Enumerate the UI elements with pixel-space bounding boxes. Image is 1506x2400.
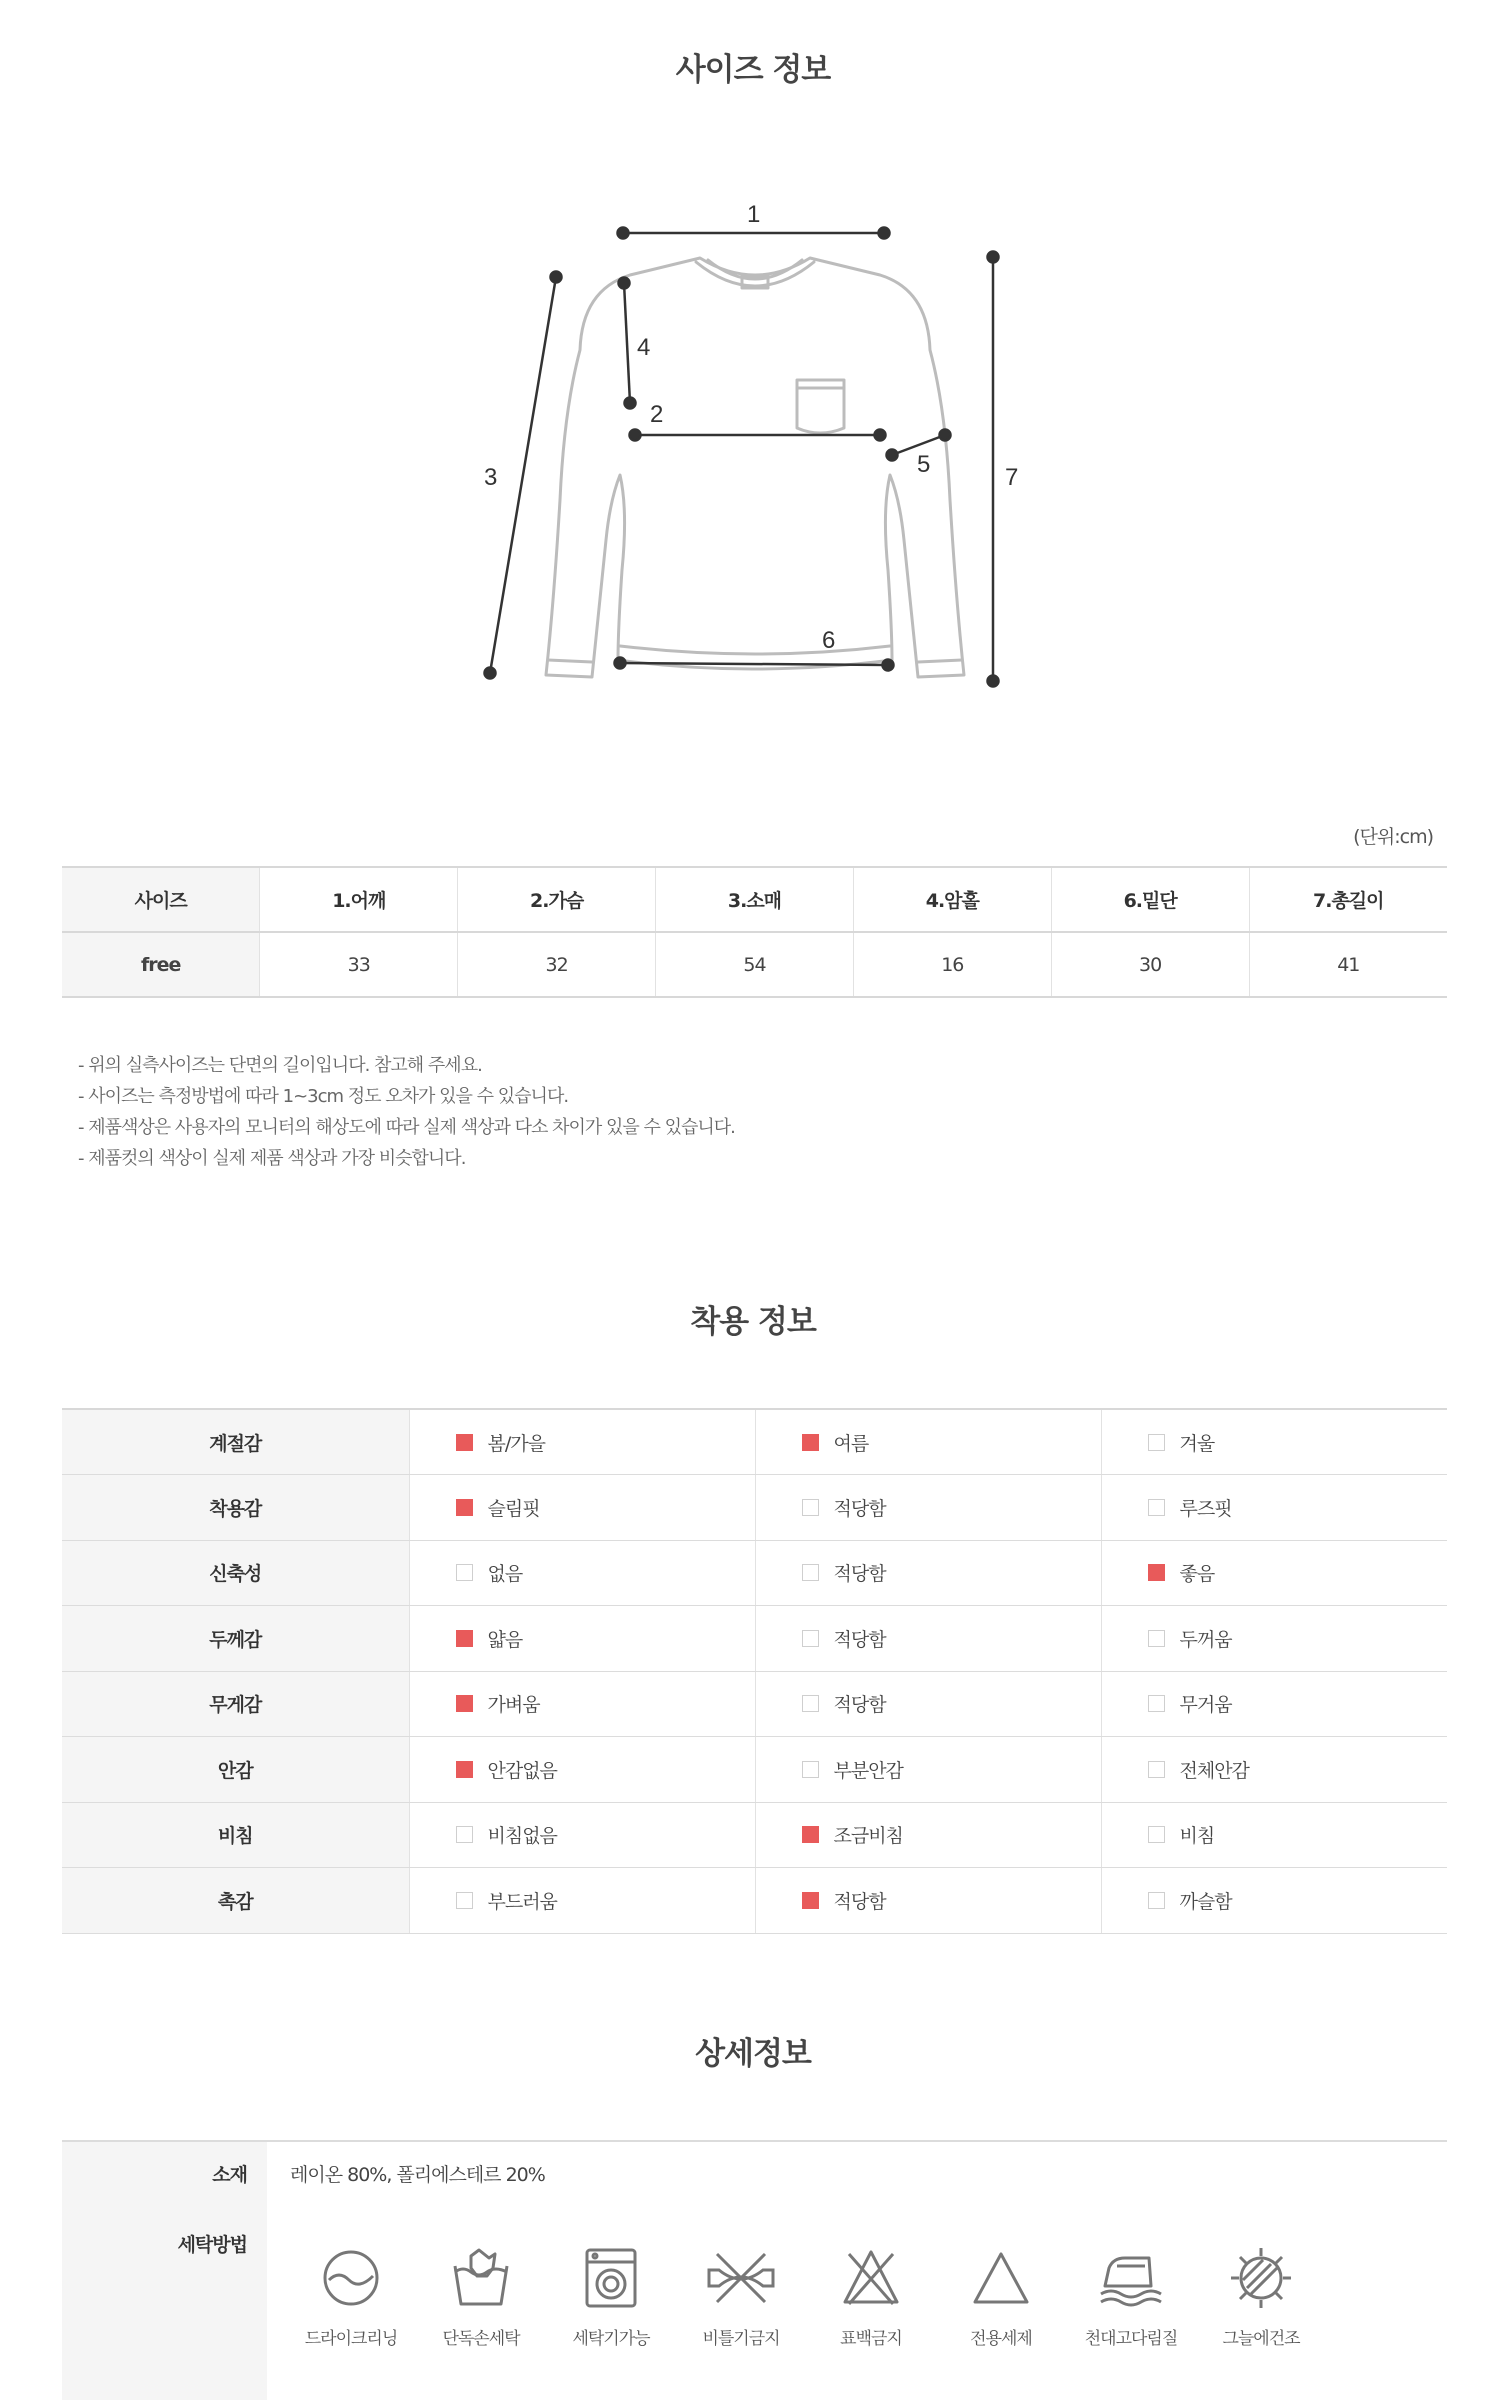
size-value: 32: [458, 932, 656, 997]
table-row: [62, 1475, 1447, 1541]
fit-option-label: 비침없음: [487, 1825, 557, 1848]
fit-option: [755, 1671, 1101, 1737]
unchecked-box-icon: [1148, 1499, 1165, 1516]
unchecked-box-icon: [1148, 1434, 1165, 1451]
fit-option: [755, 1606, 1101, 1672]
fit-option-label: 안감없음: [487, 1759, 557, 1782]
fit-option: [409, 1737, 755, 1803]
diagram-label-2: 2: [650, 401, 664, 428]
fit-option-label: 부분안감: [833, 1759, 903, 1782]
unchecked-box-icon: [1148, 1630, 1165, 1647]
wash-item-machine-wash: [546, 2246, 676, 2349]
wash-item-label: 세탁기가능: [572, 2329, 650, 2349]
fit-option: [1101, 1409, 1447, 1475]
wash-item-label: 단독손세탁: [442, 2329, 520, 2349]
unchecked-box-icon: [456, 1892, 473, 1909]
unchecked-box-icon: [456, 1564, 473, 1581]
checked-box-icon: [1148, 1564, 1165, 1581]
fit-option-label: 봄/가을: [487, 1432, 545, 1455]
table-row: [62, 1802, 1447, 1868]
wash-item-label: 그늘에건조: [1222, 2329, 1300, 2349]
table-row: [62, 1409, 1447, 1475]
fit-table: [62, 1408, 1447, 1934]
checked-box-icon: [456, 1695, 473, 1712]
size-notes: [78, 1050, 735, 1174]
fit-option-label: 좋음: [1179, 1563, 1215, 1586]
diagram-label-3: 3: [484, 464, 498, 491]
material-label: 소재: [212, 2164, 247, 2186]
detail-divider: [62, 2140, 1447, 2142]
size-name: free: [62, 932, 260, 997]
wash-item-no-bleach: [806, 2246, 936, 2349]
unchecked-box-icon: [802, 1695, 819, 1712]
shade-dry-icon: [1229, 2246, 1293, 2310]
diagram-label-1: 1: [747, 201, 761, 228]
fit-option: [409, 1868, 755, 1934]
wash-item-no-wring: [676, 2246, 806, 2349]
fit-option-label: 까슬함: [1179, 1890, 1232, 1913]
note-item: - 제품컷의 색상이 실제 제품 색상과 가장 비슷합니다.: [78, 1148, 466, 1169]
fit-option: [1101, 1671, 1447, 1737]
fit-option-label: 부드러움: [487, 1890, 557, 1913]
fit-option: [755, 1868, 1101, 1934]
fit-option-label: 적당함: [833, 1628, 886, 1651]
size-header-armhole: 4.암홀: [853, 867, 1051, 932]
fit-option: [409, 1475, 755, 1541]
table-row: [62, 1671, 1447, 1737]
table-row: [62, 1606, 1447, 1672]
unit-note: (단위:cm): [1353, 826, 1433, 848]
diagram-label-4: 4: [637, 334, 651, 361]
size-table-header: [62, 867, 1447, 932]
fit-option: [409, 1606, 755, 1672]
fit-option-label: 루즈핏: [1179, 1497, 1232, 1520]
unchecked-box-icon: [456, 1826, 473, 1843]
neutral-detergent-icon: [969, 2246, 1033, 2310]
hand-wash-icon: [449, 2246, 513, 2310]
fit-category: 무게감: [62, 1671, 409, 1737]
fit-option: [755, 1540, 1101, 1606]
no-wring-icon: [705, 2246, 777, 2310]
fit-category: 계절감: [62, 1409, 409, 1475]
fit-option: [409, 1540, 755, 1606]
machine-wash-icon: [579, 2246, 643, 2310]
table-row: [62, 932, 1447, 997]
fit-option-label: 무거움: [1179, 1694, 1232, 1717]
detail-section-title: 상세정보: [695, 2036, 811, 2072]
unchecked-box-icon: [1148, 1826, 1165, 1843]
fit-option: [409, 1671, 755, 1737]
table-row: [62, 1540, 1447, 1606]
size-header-length: 7.총길이: [1249, 867, 1447, 932]
checked-box-icon: [802, 1826, 819, 1843]
wash-label: 세탁방법: [177, 2234, 247, 2256]
wash-item-label: 전용세제: [970, 2329, 1032, 2349]
wash-item-shade-dry: [1196, 2246, 1326, 2349]
checked-box-icon: [456, 1761, 473, 1778]
unchecked-box-icon: [802, 1564, 819, 1581]
fit-category: 착용감: [62, 1475, 409, 1541]
fit-category: 촉감: [62, 1868, 409, 1934]
size-table: [62, 866, 1447, 998]
unchecked-box-icon: [1148, 1892, 1165, 1909]
wash-item-label: 드라이크리닝: [304, 2329, 398, 2349]
checked-box-icon: [456, 1499, 473, 1516]
fit-option: [1101, 1868, 1447, 1934]
fit-option-label: 겨울: [1179, 1432, 1215, 1455]
fit-option: [755, 1409, 1101, 1475]
size-value: 16: [853, 932, 1051, 997]
wash-item-label: 천대고다림질: [1084, 2329, 1178, 2349]
material-value: 레이온 80%, 폴리에스테르 20%: [290, 2164, 545, 2186]
fit-option: [409, 1802, 755, 1868]
fit-option-label: 얇음: [487, 1628, 523, 1651]
note-item: - 사이즈는 측정방법에 따라 1~3cm 정도 오차가 있을 수 있습니다.: [78, 1086, 569, 1107]
dry-clean-icon: [319, 2246, 383, 2310]
wash-item-iron: [1066, 2246, 1196, 2349]
fit-option-label: 가벼움: [487, 1694, 540, 1717]
fit-option: [1101, 1802, 1447, 1868]
unchecked-box-icon: [802, 1630, 819, 1647]
fit-option: [1101, 1475, 1447, 1541]
fit-option-label: 전체안감: [1179, 1759, 1249, 1782]
fit-section-title: 착용 정보: [690, 1304, 816, 1340]
diagram-label-7: 7: [1005, 464, 1019, 491]
iron-over-cloth-icon: [1095, 2246, 1167, 2310]
size-value: 54: [656, 932, 854, 997]
fit-option: [755, 1475, 1101, 1541]
size-header-shoulder: 1.어깨: [260, 867, 458, 932]
fit-category: 비침: [62, 1802, 409, 1868]
note-item: - 제품색상은 사용자의 모니터의 해상도에 따라 실제 색상과 다소 차이가 있을 수 있습니다.: [78, 1117, 735, 1138]
wash-item-label: 비틀기금지: [702, 2329, 780, 2349]
fit-option: [1101, 1737, 1447, 1803]
fit-category: 신축성: [62, 1540, 409, 1606]
fit-option: [409, 1409, 755, 1475]
fit-option-label: 없음: [487, 1563, 523, 1586]
wash-item-neutral-detergent: [936, 2246, 1066, 2349]
size-header-sleeve: 3.소매: [656, 867, 854, 932]
fit-option-label: 적당함: [833, 1694, 886, 1717]
fit-option-label: 적당함: [833, 1563, 886, 1586]
checked-box-icon: [456, 1630, 473, 1647]
fit-option-label: 비침: [1179, 1825, 1215, 1848]
unchecked-box-icon: [1148, 1695, 1165, 1712]
garment-outline: [546, 258, 964, 677]
checked-box-icon: [802, 1892, 819, 1909]
size-value: 33: [260, 932, 458, 997]
fit-option: [1101, 1540, 1447, 1606]
size-value: 41: [1249, 932, 1447, 997]
garment-diagram: [460, 180, 1040, 710]
checked-box-icon: [802, 1434, 819, 1451]
size-header-chest: 2.가슴: [458, 867, 656, 932]
table-row: [62, 1737, 1447, 1803]
table-row: [62, 1868, 1447, 1934]
fit-category: 두께감: [62, 1606, 409, 1672]
wash-item-hand-wash: [416, 2246, 546, 2349]
fit-option-label: 슬림핏: [487, 1497, 540, 1520]
fit-option: [755, 1737, 1101, 1803]
fit-option-label: 두꺼움: [1179, 1628, 1232, 1651]
diagram-label-5: 5: [917, 451, 931, 478]
size-header-hem: 6.밑단: [1051, 867, 1249, 932]
note-item: - 위의 실측사이즈는 단면의 길이입니다. 참고해 주세요.: [78, 1055, 482, 1076]
size-header-size: 사이즈: [62, 867, 260, 932]
fit-option-label: 조금비침: [833, 1825, 903, 1848]
fit-option-label: 여름: [833, 1432, 869, 1455]
unchecked-box-icon: [802, 1761, 819, 1778]
no-bleach-icon: [839, 2246, 903, 2310]
unchecked-box-icon: [1148, 1761, 1165, 1778]
wash-item-label: 표백금지: [840, 2329, 902, 2349]
fit-option: [1101, 1606, 1447, 1672]
fit-option-label: 적당함: [833, 1890, 886, 1913]
unchecked-box-icon: [802, 1499, 819, 1516]
fit-option-label: 적당함: [833, 1497, 886, 1520]
size-value: 30: [1051, 932, 1249, 997]
checked-box-icon: [456, 1434, 473, 1451]
diagram-label-6: 6: [822, 627, 836, 654]
fit-option: [755, 1802, 1101, 1868]
wash-item-dry-clean: [286, 2246, 416, 2349]
fit-category: 안감: [62, 1737, 409, 1803]
size-section-title: 사이즈 정보: [675, 52, 831, 88]
